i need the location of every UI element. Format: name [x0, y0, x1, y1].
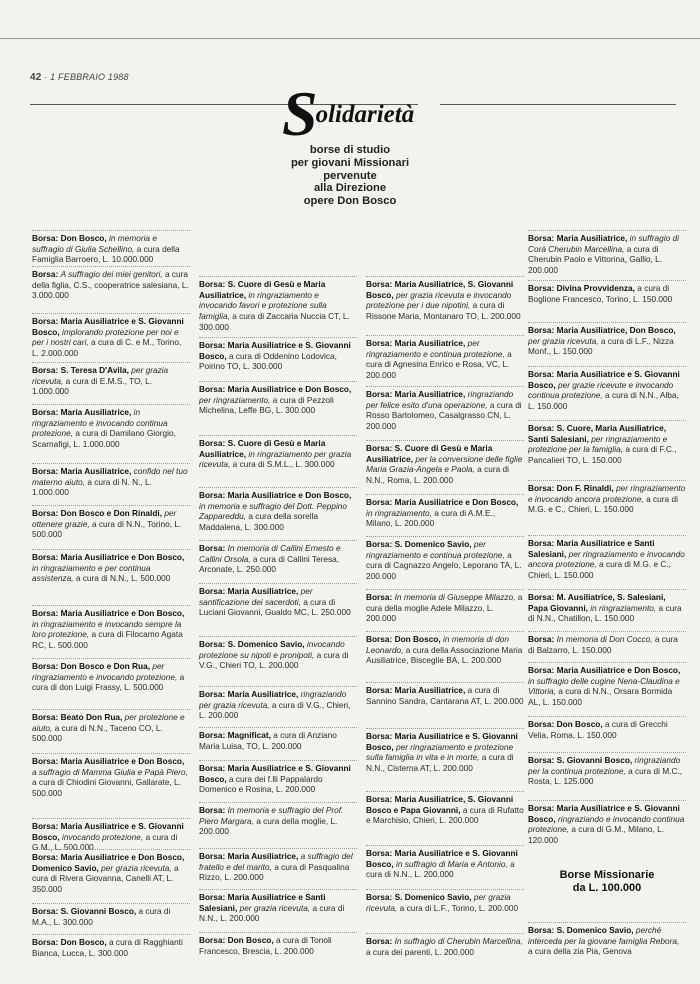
entry-intention: per ringraziamento e invocando ancora protezione,: [528, 548, 685, 570]
donation-entry: [32, 903, 190, 927]
donation-entry: [366, 631, 524, 666]
entry-donor: a cura dei parenti, L. 200.000: [366, 946, 474, 957]
donation-entry: [32, 505, 190, 540]
entry-intention: in suffragio di Corà Cherubin Marcellina,: [528, 233, 679, 254]
entry-donor: a cura di L.F., Nizza Monf., L. 150.000: [528, 335, 674, 357]
donation-entry: [528, 480, 686, 515]
entry-dedication: Borsa: S. Teresa D'Avila,: [32, 365, 129, 375]
entry-dedication: Borsa: S. Domenico Savio,: [528, 925, 634, 935]
entry-intention: ringraziando e invocando continua protezione,: [528, 813, 685, 835]
entry-donor: a cura di Cherubin Paolo e Vittorina, Gallio, L. 200.000: [528, 243, 663, 276]
donation-entry: [366, 845, 524, 880]
entry-donor: a cura di G.M., L. 500.000: [32, 831, 178, 853]
entry-donor: a cura di Rufatto e Marchisio, Chieri, L. 200.000: [366, 804, 524, 826]
donation-entry: [528, 716, 686, 740]
entry-donor: a cura di Zaccaria Nuccia CT, L. 300.000: [199, 311, 350, 332]
subtitle-line: per giovani Missionari: [290, 156, 410, 169]
section-title: [282, 78, 442, 149]
entry-dedication: Borsa: Maria Ausiliatrice e Don Bosco,: [366, 497, 519, 507]
entry-donor: a cura della Famiglia Barroero, L. 10.000.000: [32, 243, 180, 265]
donation-entry: [528, 662, 686, 708]
entry-donor: a cura di Damilano Giorgio, Scarnafigi, L. 1.000.000: [32, 428, 176, 450]
donation-entry: [32, 266, 190, 301]
donation-entry: [199, 932, 357, 956]
donation-entry: [32, 404, 190, 450]
subtitle-line: pervenute: [323, 169, 377, 182]
subtitle-line: alla Direzione: [313, 182, 387, 195]
entry-intention: per ringraziamento,: [199, 394, 271, 405]
entry-dedication: Borsa: S. Cuore di Gesù e Maria Ausiliatrice,: [199, 438, 326, 459]
entry-dedication: Borsa: S. Domenico Savio,: [366, 539, 472, 549]
entry-donor: a cura della moglie Adele Milazzo, L. 200.000: [366, 592, 523, 624]
entry-dedication: Borsa: Maria Ausiliatrice e Santi Salesiani,: [199, 892, 326, 913]
entry-donor: a cura di N.N., Taceno CO, L. 500.000: [32, 722, 163, 744]
entry-intention: in ringraziamento,: [590, 602, 657, 613]
donation-entry: [199, 337, 357, 372]
page-number: 42: [30, 72, 42, 83]
donation-entry: [528, 752, 686, 787]
entry-donor: a cura di N.N., Chatillon, L. 150.000: [528, 602, 682, 624]
entry-intention: per grazia ricevuta e invocando protezione per i due nipotini,: [366, 289, 512, 311]
donation-entry: [528, 322, 686, 357]
entry-dedication: Borsa: Don Bosco,: [32, 233, 107, 243]
entry-donor: a cura di Tonoli Francesco, Brescia, L. 200.000: [199, 935, 332, 956]
entry-donor: a cura di N.N., Roma, L. 200.000: [366, 464, 509, 486]
entry-dedication: Borsa: Maria Ausiliatrice,: [199, 851, 299, 861]
donation-entry: [366, 791, 524, 826]
box-heading-line: Borse Missionarie: [559, 869, 655, 881]
entry-dedication: Borsa: Maria Ausiliatrice e S. Giovanni Bosco,: [528, 803, 680, 824]
donation-entry: [366, 589, 524, 624]
entry-donor: a cura di N. N., L. 1.000.000: [32, 476, 152, 498]
entry-donor: a cura di Pasqualina Rizzo, L. 200.000: [199, 861, 350, 883]
entry-dedication: Borsa: Maria Ausiliatrice,: [528, 233, 628, 243]
entry-dedication: Borsa: Don Bosco,: [32, 937, 107, 947]
entry-dedication: Borsa: S. Domenico Savio,: [199, 639, 305, 649]
entry-intention: per ringraziamento e invocando protezione,: [32, 661, 178, 682]
entry-dedication: Borsa: Maria Ausiliatrice,: [32, 466, 132, 476]
entry-intention: per grazie ricevute e invocando continua protezione,: [528, 379, 674, 401]
entry-intention: per grazia ricevuta,: [366, 892, 511, 913]
entry-dedication: Borsa:: [199, 805, 226, 815]
donation-entry: [528, 589, 686, 624]
box-heading-line: da L. 100.000: [572, 882, 642, 894]
entry-dedication: Borsa: Don Bosco,: [366, 634, 441, 644]
entry-donor: a cura della zia Pia, Genova: [528, 946, 632, 957]
entry-donor: a cura di Rivera Giovanna, Canelli AT, L. 350.000: [32, 862, 179, 895]
entry-dedication: Borsa: Maria Ausiliatrice, S. Giovanni Bosco,: [366, 279, 514, 300]
entry-donor: a cura di Oddenino Lodovica, Poirino TO, L. 300.000: [199, 350, 337, 372]
entry-dedication: Borsa: Maria Ausiliatrice,: [32, 407, 132, 417]
entry-dedication: Borsa: Don Bosco,: [528, 719, 603, 729]
entry-dedication: Borsa: Beato Don Rua,: [32, 712, 123, 722]
entry-intention: in memoria e suffragio di Giulia Schellino,: [32, 233, 157, 254]
entry-donor: a cura di Chiodini Giovanni, Gallarate, L. 500.000: [32, 777, 181, 799]
entry-intention: perché interceda per la giovane famiglia Rebora,: [528, 925, 680, 946]
entry-donor: a cura di A.M.E., Milano, L. 200.000: [366, 507, 496, 529]
donation-entry: [366, 276, 524, 322]
donation-entry: [528, 280, 686, 304]
entry-dedication: Borsa: S. Domenico Savio,: [366, 892, 472, 902]
entry-donor: a cura di N.N., L. 200.000: [366, 858, 515, 880]
donation-entry: [528, 366, 686, 412]
donation-entry: [366, 536, 524, 582]
entry-intention: in suffragio di Maria e Antonio,: [395, 858, 508, 869]
subtitle-line: opere Don Bosco: [303, 195, 397, 208]
entry-donor: a cura di M.G. e C., Chieri, L. 150.000: [528, 559, 671, 581]
donation-entry: [199, 435, 357, 470]
entry-intention: per santificazione dei sacerdoti,: [199, 586, 313, 607]
donation-entry: [32, 463, 190, 498]
donation-entry: [528, 230, 686, 276]
donation-entry: [366, 440, 524, 486]
entry-dedication: Borsa: Maria Ausiliatrice e S. Giovanni Bosco,: [528, 369, 680, 390]
entry-intention: In memoria di Callini Ernesto e Callini Orsola,: [199, 543, 341, 564]
entry-dedication: Borsa: S. Giovanni Bosco,: [32, 906, 137, 916]
entry-dedication: Borsa: Maria Ausiliatrice e Santi Salesiani,: [528, 538, 655, 559]
entry-intention: per grazia ricevuta,: [528, 335, 599, 346]
entry-donor: a cura di M.A., L. 300.000: [32, 906, 171, 927]
entry-intention: per ringraziamento e continua protezione,: [366, 539, 505, 560]
entry-dedication: Borsa: Maria Ausiliatrice e Don Bosco,: [32, 552, 185, 562]
entry-donor: a cura di G.M., Milano, L. 120.000: [528, 824, 665, 846]
entry-dedication: Borsa: Maria Ausiliatrice,: [366, 338, 466, 348]
entry-donor: a cura di Rosso Bartolomeo, Casalgrasso CN, L. 200.000: [366, 399, 522, 432]
entry-dedication: Borsa: Maria Ausiliatrice,: [199, 689, 299, 699]
entry-intention: in suffragio delle cugine Nena-Claudina e Vittoria,: [528, 675, 680, 697]
entry-intention: in ringraziamento e per continua assistenza,: [32, 562, 151, 584]
entry-intention: ringraziando per felice esito d'una operazione,: [366, 389, 514, 410]
entry-dedication: Borsa: Divina Provvidenza,: [528, 283, 635, 293]
donation-entry: [32, 849, 190, 895]
entry-dedication: Borsa:: [528, 634, 555, 644]
entry-dedication: Borsa: Maria Ausiliatrice, S. Giovanni Bosco e Papa Giovanni,: [366, 794, 514, 815]
entry-donor: a cura di M.C., Rosta, L. 125.000: [528, 765, 683, 787]
entry-intention: per la conversione delle figlie Maria Grazia-Angela e Paola,: [366, 453, 523, 475]
box-heading: [528, 869, 686, 895]
entry-donor: a cura di M.G. e C., Chieri, L. 150.000: [528, 493, 678, 515]
entry-intention: invocando protezione su nipoti e pronipoti,: [199, 639, 345, 660]
entry-intention: per ringraziamento e protezione per la famiglia,: [528, 433, 668, 455]
donation-entry: [528, 800, 686, 846]
entry-dedication: Borsa: Don Bosco e Don Rinaldi,: [32, 508, 162, 518]
entry-intention: ringraziando per la continua protezione,: [528, 755, 681, 776]
donation-entry: [366, 386, 524, 432]
entry-intention: A suffragio dei miei genitori,: [60, 269, 163, 279]
entry-dedication: Borsa: S. Cuore di Gesù e Maria Ausiliatrice,: [366, 443, 493, 464]
donation-entry: [528, 420, 686, 466]
entry-dedication: Borsa: Maria Ausiliatrice e Don Bosco,: [32, 756, 185, 766]
donation-entry: [32, 658, 190, 693]
entry-donor: a cura di N.N., Alba, L. 150.000: [528, 390, 679, 412]
entry-intention: invocando protezione,: [61, 831, 144, 842]
entry-donor: a cura di L.F., Torino, L. 200.000: [399, 902, 519, 913]
donation-entry: [199, 381, 357, 416]
entry-intention: per ringraziamento e continua protezione,: [366, 338, 505, 359]
entry-dedication: Borsa: Magnificat,: [199, 730, 271, 740]
donation-entry: [199, 583, 357, 618]
entry-dedication: Borsa: Maria Ausiliatrice, Don Bosco,: [528, 325, 676, 335]
entry-donor: a cura di N.N., Cisterna AT, L. 200.000: [366, 752, 514, 774]
entry-intention: per ottenere grazie,: [32, 508, 177, 529]
donation-entry: [32, 934, 190, 958]
entry-intention: per ringraziamento e invocando ancora protezione,: [528, 483, 686, 504]
entry-dedication: Borsa:: [32, 269, 59, 279]
entry-intention: confido nel tuo materno aiuto,: [32, 466, 188, 487]
section-title-rest: olidarietà: [315, 101, 415, 128]
entry-dedication: Borsa: Maria Ausiliatrice e Don Bosco,: [199, 490, 352, 500]
entry-donor: a cura di N.N., L. 500.000: [75, 573, 171, 584]
entry-dedication: Borsa: Maria Ausiliatrice e Don Bosco,: [528, 665, 681, 675]
entry-intention: in ringraziamento per grazia ricevuta,: [199, 448, 352, 470]
donation-entry: [32, 549, 190, 584]
entry-donor: a cura di Agnesina Enrico e Rosa, VC, L. 200.000: [366, 348, 512, 381]
donation-entry: [528, 631, 686, 655]
entry-intention: per ringraziamento e protezione sulla famiglia in vita e in morte,: [366, 741, 514, 763]
section-title-initial: S: [282, 78, 318, 149]
donation-entry: [199, 540, 357, 575]
entry-dedication: Borsa: Maria Ausiliatrice e Don Bosco,: [199, 384, 352, 394]
donation-entry: [366, 889, 524, 913]
entry-dedication: Borsa: S. Cuore di Gesù e Maria Ausiliatrice,: [199, 279, 326, 300]
donation-entry: [366, 728, 524, 774]
entry-dedication: Borsa: Maria Ausiliatrice e S. Giovanni Bosco,: [199, 763, 351, 784]
entry-donor: a cura di N.N., Orsara Bormida AL, L. 150.000: [528, 686, 673, 708]
entry-donor: a cura di Luciani Giovanni, Gualdo MC, L. 250.000: [199, 596, 351, 618]
entry-donor: a cura di E.M.S., TO, L. 1.000.000: [32, 375, 153, 397]
entry-intention: In suffragio di Cherubin Marcellina,: [394, 936, 523, 946]
entry-dedication: Borsa:: [199, 543, 226, 553]
donation-entry: [32, 818, 190, 853]
donation-entry: [199, 686, 357, 721]
donation-entry: [366, 494, 524, 529]
donation-entry: [32, 313, 190, 359]
entry-dedication: Borsa: S. Giovanni Bosco,: [528, 755, 633, 765]
entry-intention: In memoria di Don Cocco,: [556, 634, 653, 644]
entry-intention: in ringraziamento e invocando continua protezione,: [32, 407, 168, 439]
donation-entry: [199, 487, 357, 533]
donation-entry: [199, 889, 357, 924]
entry-donor: a cura di Cagnazzo Angelo, Leporano TA, L. 200.000: [366, 549, 522, 582]
entry-intention: in memoria di don Leonardo,: [366, 634, 509, 655]
entry-dedication: Borsa: Maria Ausiliatrice e Don Bosco, Domenico Savio,: [32, 852, 185, 873]
entry-donor: a cura della Associazione Maria Ausiliatrice, Bisceglie BA, L. 200.000: [366, 644, 523, 666]
donation-entry: [199, 636, 357, 671]
entry-donor: a cura di Pezzoli Michelina, Leffe BG, L. 300.000: [199, 394, 334, 416]
entry-intention: in ringraziamento e invocando sempre la loro protezione,: [32, 618, 182, 640]
entry-donor: a cura della sorella Maddalena, L. 300.000: [199, 511, 319, 533]
entry-intention: a suffragio di Mamma Giulia e Papà Piero,: [32, 766, 188, 777]
entry-donor: a cura di Balzarro, L. 150.000: [528, 634, 678, 655]
entry-donor: a cura di V.G., Chieri, L. 200.000: [199, 699, 351, 721]
donation-entry: [32, 753, 190, 799]
donation-entry: [366, 933, 524, 957]
section-subtitle: [240, 144, 460, 208]
donation-entry: [528, 535, 686, 581]
donation-entry: [366, 682, 524, 706]
entry-donor: a cura di Rissone Maria, Montanaro TO, L. 200.000: [366, 300, 521, 322]
entry-dedication: Borsa: Maria Ausiliatrice e S. Giovanni Bosco,: [32, 821, 184, 842]
entry-dedication: Borsa: Maria Ausiliatrice,: [366, 389, 466, 399]
entry-dedication: Borsa: Maria Ausiliatrice e S. Giovanni Bosco,: [32, 316, 184, 337]
donation-entry: [32, 230, 190, 265]
entry-donor: a cura di Ragghianti Bianca, Lucca, L. 300.000: [32, 937, 183, 958]
entry-dedication: Borsa: Don Bosco e Don Rua,: [32, 661, 151, 671]
entry-intention: a suffragio del fratello e del marito,: [199, 851, 353, 872]
entry-donor: a cura di N.N., Torino, L. 500.000: [32, 518, 182, 540]
entry-donor: a cura di V.G., Chieri TO, L. 200.000: [199, 649, 349, 671]
entry-donor: a cura di Boglione Francesco, Torino, L. 150.000: [528, 283, 673, 304]
entry-donor: a cura di S.M.L., L. 300.000: [232, 459, 335, 470]
entry-intention: in memoria e suffragio del Dott. Peppino Zappareddu,: [199, 500, 348, 522]
subtitle-line: borse di studio: [309, 144, 391, 156]
donation-entry: [199, 848, 357, 883]
entry-donor: a cura di Grecchi Velia, Roma, L. 150.000: [528, 719, 668, 740]
entry-dedication: Borsa: Maria Ausiliatrice e Don Bosco,: [32, 608, 185, 618]
entry-dedication: Borsa:: [366, 936, 393, 946]
donation-entry: [528, 922, 686, 957]
entry-intention: In memoria di Giuseppe Milazzo,: [394, 592, 516, 602]
folio: 42 · 1 FEBBRAIO 1988: [30, 72, 129, 83]
entry-intention: In memoria e suffragio del Prof. Piero Margara,: [199, 805, 344, 826]
entry-intention: ringraziando per grazia ricevuta,: [199, 689, 347, 710]
entry-dedication: Borsa: Maria Ausiliatrice e S. Giovanni Bosco,: [366, 731, 518, 752]
issue-date: 1 FEBBRAIO 1988: [50, 72, 129, 82]
header-rule-right: [440, 104, 676, 105]
entry-dedication: Borsa: S. Cuore, Maria Ausiliatrice, Santi Salesiani,: [528, 423, 667, 444]
entry-donor: a cura di Anziano Maria Luisa, TO, L. 200.000: [199, 730, 337, 751]
entry-donor: a cura di C. e M., Torino, L. 2.000.000: [32, 337, 182, 359]
entry-donor: a cura di N.N., L. 200.000: [199, 902, 345, 924]
entry-intention: per grazia ricevuta,: [32, 365, 169, 386]
entry-donor: a cura di Sannino Sandra, Cantarana AT, L. 200.000: [366, 685, 524, 706]
entry-donor: a cura della moglie, L. 200.000: [199, 815, 338, 837]
entry-donor: a cura di Filocamo Agata RC, L. 500.000: [32, 629, 183, 651]
entry-donor: a cura della figlia, C.S., cooperatrice salesiana, L. 3.000.000: [32, 269, 189, 301]
entry-dedication: Borsa: Don F. Rinaldi,: [528, 483, 614, 493]
donation-entry: [199, 276, 357, 333]
entry-intention: per grazia ricevuta,: [239, 902, 311, 913]
entry-intention: per protezione e aiuto,: [32, 712, 185, 733]
entry-dedication: Borsa: Maria Ausiliatrice e S. Giovanni Bosco,: [366, 848, 518, 869]
entry-donor: a cura di Callini Teresa, Arconate, L. 250.000: [199, 553, 340, 575]
donation-entry: [32, 709, 190, 744]
donation-entry: [199, 802, 357, 837]
entry-intention: in ringraziamento,: [366, 507, 432, 518]
entry-intention: implorando protezione per noi e per i nostri cari,: [32, 326, 179, 348]
top-rule: [0, 38, 700, 39]
donation-entry: [199, 760, 357, 795]
donation-entry: [199, 727, 357, 751]
entry-dedication: Borsa: Don Bosco,: [199, 935, 274, 945]
entry-dedication: Borsa: Maria Ausiliatrice e S. Giovanni Bosco,: [199, 340, 351, 361]
entry-dedication: Borsa: M. Ausiliatrice, S. Salesiani, Papa Giovanni,: [528, 592, 666, 613]
entry-donor: a cura dei f.lli Pappalardo Domenico e Rosina, L. 200.000: [199, 773, 323, 795]
donation-entry: [366, 335, 524, 381]
donation-entry: [32, 605, 190, 651]
entry-dedication: Borsa:: [366, 592, 393, 602]
entry-intention: in ringraziamento e invocando favori e protezione sulla famiglia,: [199, 289, 327, 322]
entry-dedication: Borsa: Maria Ausiliatrice,: [366, 685, 466, 695]
entry-donor: a cura di F.C., Pancalieri TO, L. 150.000: [528, 444, 677, 466]
entry-intention: per grazia ricevuta,: [101, 862, 172, 873]
entry-dedication: Borsa: Maria Ausiliatrice,: [199, 586, 299, 596]
entry-donor: a cura di don Luigi Frassy, L. 500.000: [32, 671, 185, 693]
donation-entry: [32, 362, 190, 397]
